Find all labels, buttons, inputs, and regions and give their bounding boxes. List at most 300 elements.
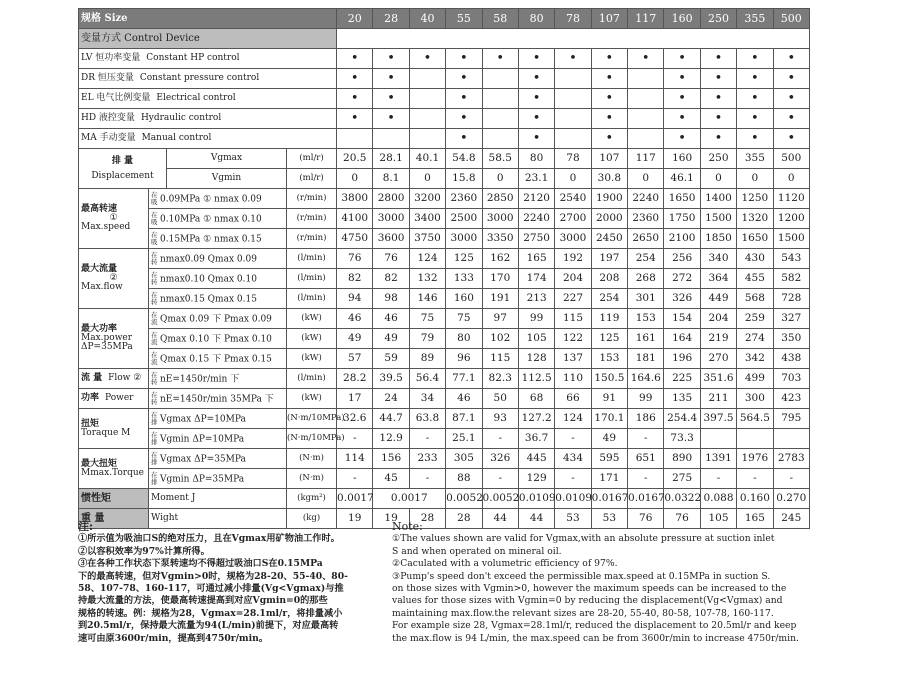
note-line: For example size 28, Vgmax=28.1ml/r, reduced the displacement to 20.5ml/r and keep — [392, 620, 797, 632]
note-line: ②Caculated with a volumetric efficiency of 97%. — [392, 558, 618, 570]
value-cell: 191 — [482, 289, 518, 309]
value-cell: 0.0322 — [664, 489, 700, 509]
value-cell: 107 — [591, 149, 627, 169]
value-cell: 1850 — [700, 229, 736, 249]
value-cell: 23.1 — [518, 169, 554, 189]
value-cell: 68 — [518, 389, 554, 409]
value-cell: 82 — [337, 269, 373, 289]
value-cell: 129 — [518, 469, 554, 489]
value-cell: 274 — [737, 329, 773, 349]
condition-text: 0.15MPa ① nmax 0.15 — [160, 234, 262, 244]
value-cell: 89 — [409, 349, 445, 369]
value-cell: 568 — [737, 289, 773, 309]
value-cell: - — [773, 469, 809, 489]
availability-mark: • — [700, 49, 736, 69]
value-cell: 186 — [628, 409, 664, 429]
unit: (l/min) — [287, 269, 337, 289]
availability-mark: • — [664, 89, 700, 109]
value-cell: 171 — [591, 469, 627, 489]
value-cell: 132 — [409, 269, 445, 289]
size-header: 58 — [482, 9, 518, 29]
value-cell: 434 — [555, 449, 591, 469]
availability-mark — [337, 129, 373, 149]
value-cell: 99 — [628, 389, 664, 409]
availability-mark — [555, 129, 591, 149]
size-header: 250 — [700, 9, 736, 29]
unit: (r/min) — [287, 229, 337, 249]
value-cell: 75 — [446, 309, 482, 329]
condition-text: nE=1450r/min 下 — [160, 374, 240, 384]
value-cell: 49 — [373, 329, 409, 349]
note-line: 58、107-78、160-117，可通过减小排量(Vg<Vgmax)与推 — [78, 583, 344, 595]
value-cell: 795 — [773, 409, 809, 429]
max-power-row — [79, 309, 810, 329]
condition-desc — [149, 209, 287, 229]
value-cell: 342 — [737, 349, 773, 369]
availability-mark: • — [664, 49, 700, 69]
displacement-row — [79, 149, 810, 169]
availability-mark: • — [591, 109, 627, 129]
note-line: on those sizes with Vgmin>0, however the maximum speeds can be increased to the — [392, 583, 787, 595]
unit: (ml/r) — [287, 149, 337, 169]
value-cell: 728 — [773, 289, 809, 309]
condition-desc — [149, 309, 287, 329]
value-cell: 225 — [664, 369, 700, 389]
row-label-cn: 最大功率 — [81, 324, 118, 334]
value-cell: 66 — [555, 389, 591, 409]
size-header: 355 — [737, 9, 773, 29]
value-cell: 0 — [482, 169, 518, 189]
value-cell: 8.1 — [373, 169, 409, 189]
value-cell: 19 — [337, 509, 373, 529]
availability-mark — [482, 129, 518, 149]
row-label-cn: 排 量 — [111, 155, 134, 166]
control-name — [79, 109, 337, 129]
value-cell: 340 — [700, 249, 736, 269]
value-cell: 133 — [446, 269, 482, 289]
note-line: ①所示值为吸油口S的绝对压力，且在Vgmax用矿物油工作时。 — [78, 533, 340, 545]
condition-text: 0.09MPa ① nmax 0.09 — [160, 194, 262, 204]
value-cell: 44.7 — [373, 409, 409, 429]
value-cell: 76 — [373, 249, 409, 269]
unit: (kW) — [287, 389, 337, 409]
control-name-cn: HD 液控变量 — [81, 113, 135, 123]
size-header: 160 — [664, 9, 700, 29]
condition-text: nE=1450r/min 35MPa 下 — [160, 394, 274, 404]
value-cell: 94 — [337, 289, 373, 309]
control-name-en: Electrical control — [156, 93, 236, 103]
value-cell: 53 — [591, 509, 627, 529]
max-speed-row — [79, 229, 810, 249]
condition-prefix: 在 排 — [151, 410, 158, 426]
max-speed-row — [79, 189, 810, 209]
availability-mark: • — [591, 89, 627, 109]
unit: (kW) — [287, 329, 337, 349]
value-cell: 75 — [409, 309, 445, 329]
value-cell: 254 — [628, 249, 664, 269]
row-label-cn: 流 量 — [81, 373, 103, 383]
condition-prefix: 在 转 — [151, 290, 158, 306]
value-cell: 127.2 — [518, 409, 554, 429]
condition-desc — [149, 449, 287, 469]
unit: (N·m/10MPa) — [287, 429, 337, 449]
condition-text: Qmax 0.09 下 Pmax 0.09 — [160, 314, 272, 324]
value-cell: 76 — [664, 509, 700, 529]
value-cell: 301 — [628, 289, 664, 309]
availability-mark: • — [446, 49, 482, 69]
value-cell: 50 — [482, 389, 518, 409]
value-cell: 150.5 — [591, 369, 627, 389]
availability-mark: • — [409, 49, 445, 69]
value-cell: 305 — [446, 449, 482, 469]
size-header: 500 — [773, 9, 809, 29]
control-name — [79, 89, 337, 109]
value-cell: - — [555, 469, 591, 489]
value-cell: 327 — [773, 309, 809, 329]
condition-text: Vgmax ΔP=35MPa — [160, 454, 246, 464]
value-cell: 153 — [591, 349, 627, 369]
value-cell: 3350 — [482, 229, 518, 249]
control-name-en: Manual control — [141, 133, 212, 143]
value-cell: 98 — [373, 289, 409, 309]
value-cell: 254 — [591, 289, 627, 309]
value-cell: - — [737, 469, 773, 489]
value-cell: 59 — [373, 349, 409, 369]
condition-desc — [149, 349, 287, 369]
condition-desc — [149, 329, 287, 349]
value-cell: 1500 — [700, 209, 736, 229]
value-cell: 91 — [591, 389, 627, 409]
condition-desc — [149, 289, 287, 309]
row-label-en: Displacement — [91, 170, 154, 181]
value-cell: 137 — [555, 349, 591, 369]
value-cell: 430 — [737, 249, 773, 269]
value-cell: 364 — [700, 269, 736, 289]
value-cell: 1120 — [773, 189, 809, 209]
displacement-row — [79, 169, 810, 189]
size-header: 28 — [373, 9, 409, 29]
value-cell: 15.8 — [446, 169, 482, 189]
row-label-cond: ΔP=35MPa — [81, 342, 133, 352]
unit: (N·m/10MPa) — [287, 409, 337, 429]
value-cell: 170.1 — [591, 409, 627, 429]
condition-desc — [149, 469, 287, 489]
unit: (r/min) — [287, 189, 337, 209]
availability-mark: • — [664, 69, 700, 89]
availability-mark: • — [591, 49, 627, 69]
row-label-en: Max.flow — [81, 282, 123, 292]
moment-symbol: Moment J — [149, 489, 287, 509]
row-label-en: Toraque M — [81, 427, 131, 438]
value-cell: 1650 — [737, 229, 773, 249]
availability-mark: • — [337, 89, 373, 109]
value-cell: 30.8 — [591, 169, 627, 189]
value-cell: 0 — [628, 169, 664, 189]
availability-mark: • — [446, 129, 482, 149]
value-cell: 117 — [628, 149, 664, 169]
value-cell: 3000 — [555, 229, 591, 249]
control-name — [79, 69, 337, 89]
max-power-label — [79, 309, 149, 369]
value-cell: 275 — [664, 469, 700, 489]
value-cell: 351.6 — [700, 369, 736, 389]
control-device-label: 变量方式 Control Device — [79, 29, 337, 49]
value-cell: 0.0017 — [373, 489, 446, 509]
availability-mark: • — [518, 89, 554, 109]
availability-mark: • — [518, 69, 554, 89]
value-cell: 449 — [700, 289, 736, 309]
max-flow-row — [79, 289, 810, 309]
value-cell: 2783 — [773, 449, 809, 469]
unit: (N·m) — [287, 449, 337, 469]
value-cell: 0.0052 — [482, 489, 518, 509]
value-cell: 82 — [373, 269, 409, 289]
header-row — [79, 9, 810, 29]
condition-desc — [149, 189, 287, 209]
value-cell: 3000 — [446, 229, 482, 249]
availability-mark: • — [700, 109, 736, 129]
value-cell: 455 — [737, 269, 773, 289]
max-speed-row — [79, 209, 810, 229]
unit: (l/min) — [287, 249, 337, 269]
availability-mark — [628, 129, 664, 149]
value-cell: 4100 — [337, 209, 373, 229]
unit: (r/min) — [287, 209, 337, 229]
weight-symbol: Wight — [149, 509, 287, 529]
availability-mark — [373, 129, 409, 149]
row-label-cn: 功率 — [81, 393, 100, 403]
value-cell: 46 — [337, 309, 373, 329]
max-flow-label — [79, 249, 149, 309]
value-cell: 2500 — [446, 209, 482, 229]
availability-mark: • — [700, 89, 736, 109]
value-cell: 0.0167 — [628, 489, 664, 509]
value-cell: 125 — [591, 329, 627, 349]
value-cell: 0.0109 — [518, 489, 554, 509]
value-cell: 161 — [628, 329, 664, 349]
value-cell: 2120 — [518, 189, 554, 209]
value-cell: 250 — [700, 149, 736, 169]
value-cell: 595 — [591, 449, 627, 469]
condition-text: nmax0.09 Qmax 0.09 — [160, 254, 257, 264]
max-torque-label — [79, 449, 149, 489]
value-cell: 3400 — [409, 209, 445, 229]
value-cell: 93 — [482, 409, 518, 429]
value-cell: 170 — [482, 269, 518, 289]
value-cell: 703 — [773, 369, 809, 389]
value-cell: 105 — [700, 509, 736, 529]
unit: (kW) — [287, 349, 337, 369]
value-cell: 270 — [700, 349, 736, 369]
value-cell: 254.4 — [664, 409, 700, 429]
unit: (kW) — [287, 309, 337, 329]
value-cell: 2100 — [664, 229, 700, 249]
control-row — [79, 109, 810, 129]
value-cell: 36.7 — [518, 429, 554, 449]
condition-prefix: 在 转 — [151, 390, 158, 406]
row-label-en: Mmax.Torque — [81, 467, 144, 478]
condition-text: Vgmin ΔP=35MPa — [160, 474, 245, 484]
value-cell: 0 — [773, 169, 809, 189]
note-line: 持最大流量的方法，使最高转速提高到对应Vgmin=0的那些 — [78, 595, 328, 607]
availability-mark: • — [555, 49, 591, 69]
value-cell: 28 — [446, 509, 482, 529]
control-row — [79, 49, 810, 69]
value-cell: 196 — [664, 349, 700, 369]
control-name — [79, 129, 337, 149]
availability-mark: • — [737, 49, 773, 69]
availability-mark: • — [700, 129, 736, 149]
note-line: 下的最高转速，但对Vgmin>0时，规格为28-20、55-40、80- — [78, 570, 348, 582]
value-cell: 73.3 — [664, 429, 700, 449]
value-cell: 1250 — [737, 189, 773, 209]
torque-row — [79, 429, 810, 449]
condition-text: Vgmin ΔP=10MPa — [160, 434, 245, 444]
value-cell: 2360 — [446, 189, 482, 209]
availability-mark: • — [337, 49, 373, 69]
availability-mark: • — [773, 49, 809, 69]
symbol: Vgmax — [167, 149, 287, 169]
control-row — [79, 89, 810, 109]
availability-mark: • — [518, 129, 554, 149]
control-name — [79, 49, 337, 69]
value-cell: 79 — [409, 329, 445, 349]
power-label — [79, 389, 149, 409]
availability-mark: • — [664, 129, 700, 149]
row-label-cn: 最大流量 — [81, 264, 118, 274]
value-cell: 54.8 — [446, 149, 482, 169]
value-cell: - — [482, 469, 518, 489]
condition-prefix: 在 流 — [151, 350, 158, 366]
size-header: 78 — [555, 9, 591, 29]
availability-mark — [628, 69, 664, 89]
notes-english — [392, 521, 812, 645]
condition-text: nmax0.10 Qmax 0.10 — [160, 274, 257, 284]
availability-mark: • — [737, 69, 773, 89]
value-cell: 3000 — [373, 209, 409, 229]
value-cell: 34 — [409, 389, 445, 409]
unit: (ml/r) — [287, 169, 337, 189]
condition-prefix: 在 吸 — [151, 210, 158, 226]
note-line: 速可由原3600r/min，提高到4750r/min。 — [78, 632, 269, 644]
value-cell: 124 — [409, 249, 445, 269]
value-cell: 208 — [591, 269, 627, 289]
condition-text: Qmax 0.15 下 Pmax 0.15 — [160, 354, 272, 364]
availability-mark: • — [591, 129, 627, 149]
value-cell: 174 — [518, 269, 554, 289]
unit: (kg) — [287, 509, 337, 529]
unit: (N·m) — [287, 469, 337, 489]
value-cell: 0.160 — [737, 489, 773, 509]
value-cell: - — [628, 429, 664, 449]
condition-prefix: 在 转 — [151, 270, 158, 286]
condition-text: Qmax 0.10 下 Pmax 0.10 — [160, 334, 272, 344]
value-cell: 181 — [628, 349, 664, 369]
max-speed-label — [79, 189, 149, 249]
value-cell: 0 — [700, 169, 736, 189]
value-cell: 3200 — [409, 189, 445, 209]
value-cell: 146 — [409, 289, 445, 309]
note-line: values for those sizes with Vgmin=0 by reducing the displacement(Vg<Vgmax) and — [392, 595, 783, 607]
size-header: 55 — [446, 9, 482, 29]
value-cell: 102 — [482, 329, 518, 349]
value-cell: 1750 — [664, 209, 700, 229]
availability-mark: • — [373, 89, 409, 109]
availability-mark — [482, 69, 518, 89]
value-cell: 115 — [555, 309, 591, 329]
value-cell: 125 — [446, 249, 482, 269]
power-row — [79, 389, 810, 409]
availability-mark — [409, 129, 445, 149]
value-cell: 0.270 — [773, 489, 809, 509]
availability-mark: • — [373, 109, 409, 129]
value-cell: 0.0052 — [446, 489, 482, 509]
max-torque-row — [79, 469, 810, 489]
max-power-row — [79, 329, 810, 349]
availability-mark — [555, 89, 591, 109]
value-cell: 110 — [555, 369, 591, 389]
condition-prefix: 在 排 — [151, 450, 158, 466]
value-cell: 211 — [700, 389, 736, 409]
availability-mark: • — [446, 89, 482, 109]
control-name-cn: MA 手动变量 — [81, 133, 136, 143]
value-cell: 44 — [482, 509, 518, 529]
value-cell: 20.5 — [337, 149, 373, 169]
value-cell: 397.5 — [700, 409, 736, 429]
value-cell: 80 — [518, 149, 554, 169]
availability-mark: • — [373, 69, 409, 89]
control-header-row — [79, 29, 810, 49]
availability-mark — [628, 109, 664, 129]
value-cell: 2650 — [628, 229, 664, 249]
value-cell: 1976 — [737, 449, 773, 469]
value-cell: 268 — [628, 269, 664, 289]
blank-cell — [337, 29, 810, 49]
value-cell: 651 — [628, 449, 664, 469]
availability-mark — [628, 89, 664, 109]
note-line: the max.flow is 94 L/min, the max.speed can be from 3600r/min to increase 4750r/min. — [392, 632, 799, 644]
value-cell: 49 — [337, 329, 373, 349]
availability-mark: • — [482, 49, 518, 69]
control-name-en: Hydraulic control — [140, 113, 222, 123]
unit: (l/min) — [287, 289, 337, 309]
value-cell: 17 — [337, 389, 373, 409]
value-cell: 164.6 — [628, 369, 664, 389]
availability-mark: • — [446, 109, 482, 129]
value-cell: 499 — [737, 369, 773, 389]
value-cell: - — [628, 469, 664, 489]
value-cell — [737, 429, 773, 449]
specification-table — [78, 8, 810, 529]
control-row — [79, 69, 810, 89]
value-cell: 115 — [482, 349, 518, 369]
availability-mark: • — [337, 69, 373, 89]
value-cell: 46 — [446, 389, 482, 409]
value-cell: 58.5 — [482, 149, 518, 169]
size-header: 20 — [337, 9, 373, 29]
row-label-en: Max.speed — [81, 222, 131, 232]
value-cell: 45 — [373, 469, 409, 489]
value-cell: 350 — [773, 329, 809, 349]
availability-mark — [482, 109, 518, 129]
availability-mark — [482, 89, 518, 109]
value-cell: 0 — [409, 169, 445, 189]
value-cell: 2700 — [555, 209, 591, 229]
availability-mark: • — [737, 89, 773, 109]
condition-prefix: 在 流 — [151, 330, 158, 346]
value-cell: 12.9 — [373, 429, 409, 449]
value-cell: 56.4 — [409, 369, 445, 389]
